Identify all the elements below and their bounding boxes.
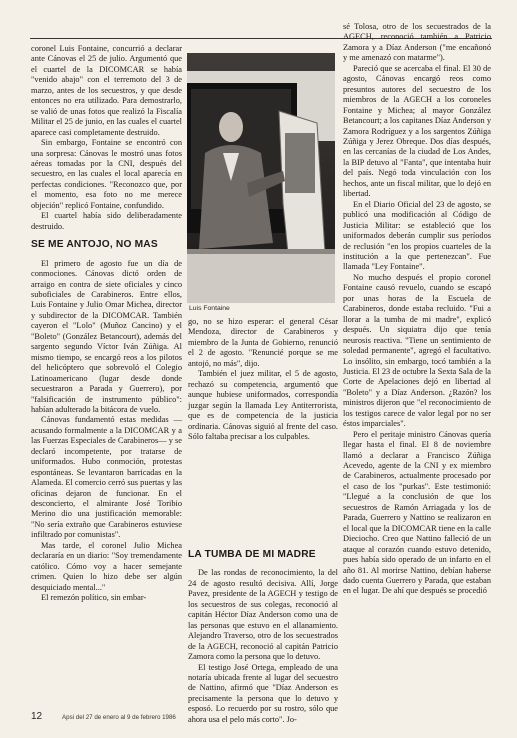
paragraph: El primero de agosto fue un día de conmociones. Cánovas dictó orden de arraigo en contra de siete oficiales y cinco suboficiales de Carabineros. Entre ellos, Luis Fontaine y Julio Omar Michea, director y subdirector de la DICOMCAR. También cayeron el "Lolo" (Muñoz Cancino) y el "Boleto" (González Betancourt), además del sargento segundo Víctor Iván Zúñiga. Al mismo tiempo, se encargó reos a los pilotos del helicóptero que sobrevoló el Colegio Latinoamericano (lugar desde donde secuestraron a Parada y Guerrero), por "falsificación de instrumento público": habían adulterado la bitácora de vuelo. <box>31 258 182 414</box>
section-heading: LA TUMBA DE MI MADRE <box>188 549 316 560</box>
column-left <box>31 44 182 604</box>
section-heading: SE ME ANTOJO, NO MAS <box>31 239 158 251</box>
photo-luis-fontaine <box>187 53 335 303</box>
paragraph: sé Tolosa, otro de los secuestrados de la AGECH, reconoció también a Patricio Zamora y a Díaz Anderson ("me encañonó y me amenazó con matarme"). <box>343 22 491 63</box>
paragraph: También el juez militar, el 5 de agosto, rechazó su competencia, argumentó que aunque hubiese uniformados, correspondía juzgar según la llamada Ley Antiterrorista, que es de competencia de la justicia ordinaria. Cánovas siguió al frente del caso. Sólo faltaba precisar a los culpables. <box>188 369 338 441</box>
paragraph: go, no se hizo esperar: el general César Mendoza, director de Carabineros y miembro de la Junta de Gobierno, renunció el 2 de agosto. "Renuncié porque se me antojó, no más", dijo. <box>188 317 338 368</box>
photo-caption: Luis Fontaine <box>189 305 230 312</box>
paragraph: No mucho después el propio coronel Fontaine causó revuelo, cuando se escapó por unas horas de la Escuela de Carabineros, donde estaba recluido. "Fui a llorar a la tumba de mi madre", explicó después. Un siquiatra dijo que tenía neurosis reactiva. "Tiene un sentimiento de soledad permanente", agregó el facultativo. Lo insólito, sin embargo, tocó también a la Justicia. El 23 de octubre la Sexta Sala de la Corte de Apelaciones dejó en libertad al "Boleto" y a Díaz Anderson. ¿Razón? los ministros dijeron que "el reconocimiento de los testigos carece de valor legal por no ser éstos imparciales". <box>343 272 491 429</box>
photo-image <box>187 53 335 303</box>
paragraph: El cuartel había sido deliberadamente destruido. <box>31 211 182 231</box>
paragraph: coronel Luis Fontaine, concurrió a declarar ante Cánovas el 25 de julio. Argumentó que el cuartel de la DICOMCAR se había "venido abajo" con el terremoto del 3 de marzo, antes de los secuestros, y que desde entonces no era utilizado. Para demostrarlo, se valió de unas fotos que realizó la Fiscalía Militar el 25 de junio, en las cuales el cuartel aparece casi completamente destruido. <box>31 44 182 137</box>
page-number: 12 <box>31 711 43 722</box>
column-middle-top <box>188 317 338 442</box>
column-middle-bottom <box>188 550 338 725</box>
paragraph: En el Diario Oficial del 23 de agosto, se publicó una modificación al Código de Justicia Militar: se estableció que los uniformados deberán cumplir sus períodos de reclusión "en los propios cuarteles de la institución a la que pertenezcan". Fue llamada "Ley Fontaine". <box>343 199 491 272</box>
column-right <box>343 22 491 597</box>
paragraph: Pareció que se acercaba el final. El 30 de agosto, Cánovas encargó reos como presuntos autores del secuestro de los miembros de la AGECH a los coroneles Fontaine y Michea; al mayor González Betancourt; a los capitanes Díaz Anderson y Zamora Rodríguez y a los sargentos Zúñiga Zúñiga y Jerez Obreque. Dos días después, en las cercanías de la ciudad de Los Andes, la BIP detuvo al "Fanta", que intentaba huir del país. Negó toda vinculación con los hechos, ante un fiscal militar, que lo dejó en libertad. <box>343 63 491 199</box>
paragraph: El remezón político, sin embar- <box>41 593 147 603</box>
paragraph: Cánovas fundamentó estas medidas —acusando formalmente a la DICOMCAR y a las Fuerzas Especiales de Carabineros— y se declaró incompetente, por tratarse de uniformados. Hubo conmoción, protestas espontáneas. Se levantaron barricadas en la Alameda. El comercio cerró sus puertas y las oficinas dejaron de funcionar. En el desconcierto, el almirante José Toribio Merino dio una justificación memorable: "No sería extraño que Carabineros estuviese infiltrado por comunistas". <box>31 415 182 540</box>
issue-info: Apsi del 27 de enero al 9 de febrero 1986 <box>62 714 176 721</box>
paragraph: El testigo José Ortega, empleado de una notaría ubicada frente al lugar del secuestro de Nattino, afirmó que "Díaz Anderson es precisamente la persona que lo detuvo y esposó. Lo recuerdo por su rostro, sólo que ahora usa el pelo más corto". Jo- <box>188 662 338 724</box>
paragraph: Sin embargo, Fontaine se encontró con una sorpresa: Cánovas le mostró unas fotos aéreas tomadas por la CNI, después del secuestro, en las cuales el local aparecía en perfectas condiciones. "Reconozco que, por el momento, esa foto no me merece objeción" replicó Fontaine, confundido. <box>31 138 182 210</box>
paragraph: De las rondas de reconocimiento, la del 24 de agosto resultó decisiva. Allí, Jorge Pavez, presidente de la AGECH y testigo de los secuestros de sus colegas, reconoció al capitán Héctor Díaz Anderson como una de las personas que estuvo en el allanamiento. Alejandro Traverso, otro de los secuestrados de la AGECH, reconoció al capitán Patricio Zamora como la persona que lo detuvo. <box>188 568 338 662</box>
paragraph: Mas tarde, el coronel Julio Michea declararía en un diario: "Soy tremendamente católico. Cómo voy a hacer semejante crimen. Quien lo hizo debe ser algún desquiciado mental..." <box>31 540 182 592</box>
paragraph: Pero el peritaje ministro Cánovas quería llegar hasta el final. El 8 de noviembre llamó a declarar a Francisco Zúñiga Acevedo, agente de la CNI y ex miembro de Carabineros, actualmente procesado por el caso de los "purkas". Este testimonió: "Llegué a la conclusión de que los secuestros de Ramón Arriagada y los de Parada, Guerrero y Nattino se realizaron en el local que la DICOMCAR tiene en la calle Dieciocho. Creo que Nattino falleció de un ataque al corazón cuando estuvo detenido, pues había sido operado de un infarto en el año 81. Al morirse Nattino, debían haberse dado cuenta Guerrero y Parada, que estaban en el lugar. De ahí que después se procedió <box>343 429 491 596</box>
